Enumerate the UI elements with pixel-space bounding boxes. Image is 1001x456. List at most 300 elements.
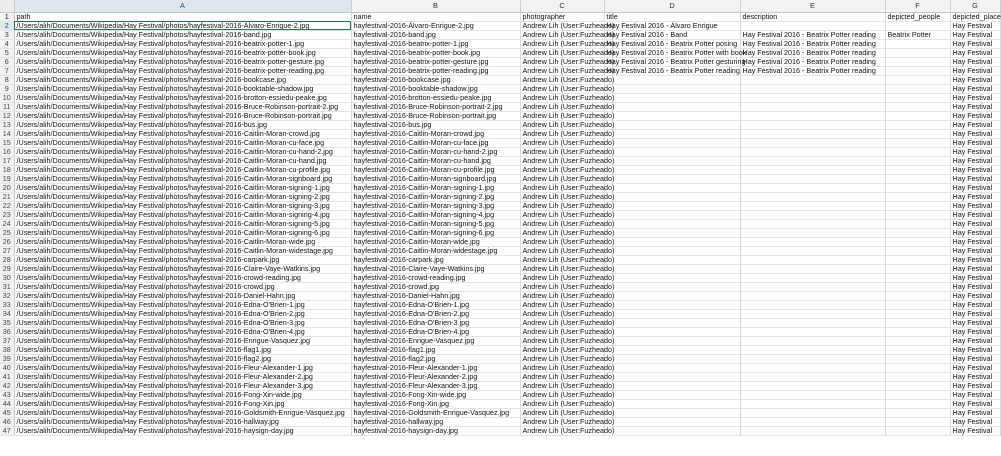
cell-name[interactable]: hayfestival-2016-Caitlin-Moran-signing-5.jpg (351, 219, 520, 228)
cell-description[interactable] (740, 327, 885, 336)
cell-description[interactable] (740, 372, 885, 381)
cell-photographer[interactable]: Andrew Lih (User:Fuzheado) (520, 147, 604, 156)
cell-depicted-people[interactable] (885, 291, 950, 300)
cell-description[interactable] (740, 165, 885, 174)
cell-depicted-place[interactable]: Hay Festival (950, 417, 1000, 426)
cell-photographer[interactable]: Andrew Lih (User:Fuzheado) (520, 75, 604, 84)
cell-depicted-place[interactable]: Hay Festival (950, 282, 1000, 291)
cell-title[interactable]: Hay Festival 2016 - Álvaro Enrigue (604, 21, 740, 30)
cell-photographer[interactable]: Andrew Lih (User:Fuzheado) (520, 219, 604, 228)
cell-photographer[interactable]: Andrew Lih (User:Fuzheado) (520, 48, 604, 57)
cell-photographer[interactable]: Andrew Lih (User:Fuzheado) (520, 228, 604, 237)
cell-title[interactable] (604, 129, 740, 138)
cell-photographer[interactable]: Andrew Lih (User:Fuzheado) (520, 291, 604, 300)
cell-depicted-people[interactable] (885, 165, 950, 174)
cell-path[interactable]: /Users/alih/Documents/Wikipedia/Hay Festival/photos/hayfestival-2016-Goldsmith-Enrigue-Vasquez.jpg (14, 408, 351, 417)
cell-photographer[interactable]: Andrew Lih (User:Fuzheado) (520, 84, 604, 93)
cell-name[interactable]: hayfestival-2016-crowd-reading.jpg (351, 273, 520, 282)
cell-title[interactable] (604, 201, 740, 210)
row-number[interactable]: 41 (0, 372, 14, 381)
cell-depicted-place[interactable]: Hay Festival (950, 174, 1000, 183)
cell-depicted-people[interactable] (885, 93, 950, 102)
cell-name[interactable]: hayfestival-2016-crowd.jpg (351, 282, 520, 291)
cell-path[interactable]: /Users/alih/Documents/Wikipedia/Hay Festival/photos/hayfestival-2016-haysign-day.jpg (14, 426, 351, 435)
cell-depicted-place[interactable]: Hay Festival (950, 57, 1000, 66)
cell-name[interactable]: hayfestival-2016-Caitlin-Moran-signing-1.jpg (351, 183, 520, 192)
cell-depicted-place[interactable]: Hay Festival (950, 147, 1000, 156)
cell-name[interactable]: hayfestival-2016-Caitlin-Moran-signing-3.jpg (351, 201, 520, 210)
cell-depicted-place[interactable]: Hay Festival (950, 156, 1000, 165)
cell-depicted-people[interactable] (885, 300, 950, 309)
cell-depicted-people[interactable] (885, 48, 950, 57)
cell-name[interactable]: name (351, 12, 520, 21)
cell-title[interactable] (604, 174, 740, 183)
cell-path[interactable]: /Users/alih/Documents/Wikipedia/Hay Festival/photos/hayfestival-2016-flag2.jpg (14, 354, 351, 363)
cell-path[interactable]: /Users/alih/Documents/Wikipedia/Hay Festival/photos/hayfestival-2016-Caitlin-Moran-cu-profile.jpg (14, 165, 351, 174)
row-number[interactable]: 27 (0, 246, 14, 255)
cell-path[interactable]: /Users/alih/Documents/Wikipedia/Hay Festival/photos/hayfestival-2016-bookcase.jpg (14, 75, 351, 84)
cell-depicted-place[interactable]: Hay Festival (950, 120, 1000, 129)
cell-description[interactable] (740, 363, 885, 372)
cell-description[interactable] (740, 201, 885, 210)
cell-name[interactable]: hayfestival-2016-Daniel-Hahn.jpg (351, 291, 520, 300)
cell-description[interactable] (740, 390, 885, 399)
cell-photographer[interactable]: Andrew Lih (User:Fuzheado) (520, 372, 604, 381)
cell-title[interactable] (604, 111, 740, 120)
cell-path[interactable]: /Users/alih/Documents/Wikipedia/Hay Festival/photos/hayfestival-2016-bus.jpg (14, 120, 351, 129)
cell-photographer[interactable]: Andrew Lih (User:Fuzheado) (520, 408, 604, 417)
cell-photographer[interactable]: Andrew Lih (User:Fuzheado) (520, 156, 604, 165)
cell-path[interactable]: /Users/alih/Documents/Wikipedia/Hay Festival/photos/hayfestival-2016-Edna-O'Brien-3.jpg (14, 318, 351, 327)
cell-photographer[interactable]: Andrew Lih (User:Fuzheado) (520, 111, 604, 120)
cell-description[interactable] (740, 255, 885, 264)
cell-photographer[interactable]: Andrew Lih (User:Fuzheado) (520, 237, 604, 246)
cell-depicted-people[interactable] (885, 327, 950, 336)
cell-path[interactable]: /Users/alih/Documents/Wikipedia/Hay Festival/photos/hayfestival-2016-crowd.jpg (14, 282, 351, 291)
cell-photographer[interactable]: Andrew Lih (User:Fuzheado) (520, 300, 604, 309)
row-number[interactable]: 40 (0, 363, 14, 372)
cell-title[interactable] (604, 120, 740, 129)
cell-depicted-place[interactable]: Hay Festival (950, 75, 1000, 84)
row-number[interactable]: 45 (0, 408, 14, 417)
cell-photographer[interactable]: Andrew Lih (User:Fuzheado) (520, 381, 604, 390)
cell-photographer[interactable]: Andrew Lih (User:Fuzheado) (520, 210, 604, 219)
cell-depicted-place[interactable]: Hay Festival (950, 273, 1000, 282)
cell-title[interactable] (604, 156, 740, 165)
cell-path[interactable]: /Users/alih/Documents/Wikipedia/Hay Festival/photos/hayfestival-2016-Caitlin-Moran-widestage.jpg (14, 246, 351, 255)
cell-description[interactable] (740, 21, 885, 30)
column-header-e[interactable]: E (740, 0, 885, 12)
cell-depicted-people[interactable] (885, 84, 950, 93)
cell-path[interactable]: /Users/alih/Documents/Wikipedia/Hay Festival/photos/hayfestival-2016-carpark.jpg (14, 255, 351, 264)
row-number[interactable]: 1 (0, 12, 14, 21)
cell-depicted-place[interactable]: Hay Festival (950, 84, 1000, 93)
cell-title[interactable]: Hay Festival 2016 - Beatrix Potter gesturing (604, 57, 740, 66)
cell-title[interactable] (604, 102, 740, 111)
cell-path[interactable]: /Users/alih/Documents/Wikipedia/Hay Festival/photos/hayfestival-2016-Bruce-Robinson-portrait.jpg (14, 111, 351, 120)
cell-depicted-place[interactable]: Hay Festival (950, 48, 1000, 57)
cell-title[interactable] (604, 84, 740, 93)
cell-name[interactable]: hayfestival-2016-Caitlin-Moran-cu-hand-2.jpg (351, 147, 520, 156)
cell-photographer[interactable]: Andrew Lih (User:Fuzheado) (520, 129, 604, 138)
cell-name[interactable]: hayfestival-2016-Caitlin-Moran-wide.jpg (351, 237, 520, 246)
cell-photographer[interactable]: photographer (520, 12, 604, 21)
cell-photographer[interactable]: Andrew Lih (User:Fuzheado) (520, 363, 604, 372)
cell-name[interactable]: hayfestival-2016-Bruce-Robinson-portrait-2.jpg (351, 102, 520, 111)
cell-depicted-people[interactable] (885, 174, 950, 183)
cell-title[interactable] (604, 309, 740, 318)
cell-depicted-place[interactable]: Hay Festival (950, 30, 1000, 39)
cell-description[interactable] (740, 336, 885, 345)
cell-name[interactable]: hayfestival-2016-beatrix-potter-gesture.jpg (351, 57, 520, 66)
cell-name[interactable]: hayfestival-2016-Claire-Vaye-Watkins.jpg (351, 264, 520, 273)
cell-depicted-people[interactable] (885, 210, 950, 219)
cell-description[interactable] (740, 120, 885, 129)
cell-depicted-people[interactable] (885, 255, 950, 264)
cell-description[interactable] (740, 84, 885, 93)
cell-photographer[interactable]: Andrew Lih (User:Fuzheado) (520, 318, 604, 327)
cell-path[interactable]: /Users/alih/Documents/Wikipedia/Hay Festival/photos/hayfestival-2016-Edna-O'Brien-1.jpg (14, 300, 351, 309)
cell-path[interactable]: /Users/alih/Documents/Wikipedia/Hay Festival/photos/hayfestival-2016-Caitlin-Moran-cu-hand.jpg (14, 156, 351, 165)
select-all-corner[interactable] (0, 0, 14, 12)
cell-description[interactable]: Hay Festival 2016 - Beatrix Potter reading (740, 66, 885, 75)
row-number[interactable]: 12 (0, 111, 14, 120)
cell-name[interactable]: hayfestival-2016-Edna-O'Brien-4.jpg (351, 327, 520, 336)
cell-depicted-people[interactable] (885, 183, 950, 192)
row-number[interactable]: 17 (0, 156, 14, 165)
row-number[interactable]: 31 (0, 282, 14, 291)
row-number[interactable]: 5 (0, 48, 14, 57)
cell-depicted-people[interactable] (885, 237, 950, 246)
cell-depicted-place[interactable]: Hay Festival (950, 354, 1000, 363)
cell-depicted-people[interactable] (885, 39, 950, 48)
cell-path[interactable]: /Users/alih/Documents/Wikipedia/Hay Festival/photos/hayfestival-2016-band.jpg (14, 30, 351, 39)
cell-title[interactable]: title (604, 12, 740, 21)
row-number[interactable]: 11 (0, 102, 14, 111)
cell-name[interactable]: hayfestival-2016-Caitlin-Moran-signboard.jpg (351, 174, 520, 183)
cell-depicted-place[interactable]: Hay Festival (950, 300, 1000, 309)
cell-depicted-people[interactable] (885, 246, 950, 255)
cell-depicted-place[interactable]: Hay Festival (950, 228, 1000, 237)
row-number[interactable]: 42 (0, 381, 14, 390)
cell-path[interactable]: /Users/alih/Documents/Wikipedia/Hay Festival/photos/hayfestival-2016-Enrigue-Vasquez.jpg (14, 336, 351, 345)
cell-depicted-place[interactable]: Hay Festival (950, 390, 1000, 399)
row-number[interactable]: 38 (0, 345, 14, 354)
cell-photographer[interactable]: Andrew Lih (User:Fuzheado) (520, 426, 604, 435)
cell-description[interactable] (740, 300, 885, 309)
cell-photographer[interactable]: Andrew Lih (User:Fuzheado) (520, 255, 604, 264)
cell-depicted-people[interactable] (885, 219, 950, 228)
cell-depicted-place[interactable]: Hay Festival (950, 165, 1000, 174)
cell-name[interactable]: hayfestival-2016-band.jpg (351, 30, 520, 39)
row-number[interactable]: 21 (0, 192, 14, 201)
cell-name[interactable]: hayfestival-2016-beatrix-potter-book.jpg (351, 48, 520, 57)
cell-description[interactable] (740, 417, 885, 426)
cell-description[interactable] (740, 381, 885, 390)
cell-photographer[interactable]: Andrew Lih (User:Fuzheado) (520, 417, 604, 426)
row-number[interactable]: 18 (0, 165, 14, 174)
cell-description[interactable]: Hay Festival 2016 - Beatrix Potter reading (740, 57, 885, 66)
row-number[interactable]: 47 (0, 426, 14, 435)
cell-description[interactable] (740, 408, 885, 417)
cell-title[interactable] (604, 246, 740, 255)
row-number[interactable]: 43 (0, 390, 14, 399)
cell-photographer[interactable]: Andrew Lih (User:Fuzheado) (520, 93, 604, 102)
cell-photographer[interactable]: Andrew Lih (User:Fuzheado) (520, 246, 604, 255)
cell-path[interactable]: /Users/alih/Documents/Wikipedia/Hay Festival/photos/hayfestival-2016-booktable-shadow.jpg (14, 84, 351, 93)
cell-photographer[interactable]: Andrew Lih (User:Fuzheado) (520, 309, 604, 318)
cell-path[interactable]: /Users/alih/Documents/Wikipedia/Hay Festival/photos/hayfestival-2016-beatrix-potter-book.jpg (14, 48, 351, 57)
row-number[interactable]: 13 (0, 120, 14, 129)
cell-photographer[interactable]: Andrew Lih (User:Fuzheado) (520, 183, 604, 192)
cell-depicted-place[interactable]: Hay Festival (950, 66, 1000, 75)
cell-title[interactable] (604, 381, 740, 390)
cell-photographer[interactable]: Andrew Lih (User:Fuzheado) (520, 390, 604, 399)
cell-title[interactable] (604, 300, 740, 309)
cell-description[interactable] (740, 426, 885, 435)
cell-depicted-people[interactable] (885, 318, 950, 327)
cell-depicted-place[interactable]: Hay Festival (950, 327, 1000, 336)
cell-path[interactable]: /Users/alih/Documents/Wikipedia/Hay Festival/photos/hayfestival-2016-Caitlin-Moran-signing-6.jpg (14, 228, 351, 237)
cell-name[interactable]: hayfestival-2016-Edna-O'Brien-3.jpg (351, 318, 520, 327)
cell-description[interactable] (740, 183, 885, 192)
cell-name[interactable]: hayfestival-2016-haysign-day.jpg (351, 426, 520, 435)
row-number[interactable]: 22 (0, 201, 14, 210)
cell-description[interactable] (740, 210, 885, 219)
cell-name[interactable]: hayfestival-2016-carpark.jpg (351, 255, 520, 264)
cell-path[interactable]: /Users/alih/Documents/Wikipedia/Hay Festival/photos/hayfestival-2016-Fong-Xin.jpg (14, 399, 351, 408)
row-number[interactable]: 20 (0, 183, 14, 192)
cell-name[interactable]: hayfestival-2016-Caitlin-Moran-signing-2.jpg (351, 192, 520, 201)
column-header-b[interactable]: B (351, 0, 520, 12)
cell-path[interactable]: /Users/alih/Documents/Wikipedia/Hay Festival/photos/hayfestival-2016-Caitlin-Moran-signing-3.jpg (14, 201, 351, 210)
cell-path[interactable]: /Users/alih/Documents/Wikipedia/Hay Festival/photos/hayfestival-2016-Caitlin-Moran-wide.jpg (14, 237, 351, 246)
cell-title[interactable] (604, 138, 740, 147)
row-number[interactable]: 19 (0, 174, 14, 183)
cell-depicted-place[interactable]: Hay Festival (950, 426, 1000, 435)
cell-depicted-people[interactable] (885, 372, 950, 381)
cell-title[interactable] (604, 372, 740, 381)
cell-title[interactable] (604, 255, 740, 264)
cell-depicted-place[interactable]: Hay Festival (950, 21, 1000, 30)
cell-path[interactable]: /Users/alih/Documents/Wikipedia/Hay Festival/photos/hayfestival-2016-Fong-Xin-wide.jpg (14, 390, 351, 399)
column-header-a[interactable]: A (14, 0, 351, 12)
cell-description[interactable] (740, 318, 885, 327)
cell-path[interactable]: /Users/alih/Documents/Wikipedia/Hay Festival/photos/hayfestival-2016-crowd-reading.jpg (14, 273, 351, 282)
cell-name[interactable]: hayfestival-2016-Caitlin-Moran-widestage.jpg (351, 246, 520, 255)
cell-title[interactable] (604, 327, 740, 336)
cell-title[interactable] (604, 210, 740, 219)
cell-description[interactable]: Hay Festival 2016 - Beatrix Potter reading (740, 48, 885, 57)
cell-depicted-place[interactable]: Hay Festival (950, 408, 1000, 417)
cell-photographer[interactable]: Andrew Lih (User:Fuzheado) (520, 138, 604, 147)
cell-path[interactable]: /Users/alih/Documents/Wikipedia/Hay Festival/photos/hayfestival-2016-Edna-O'Brien-4.jpg (14, 327, 351, 336)
cell-depicted-people[interactable]: depicted_people (885, 12, 950, 21)
cell-path[interactable]: /Users/alih/Documents/Wikipedia/Hay Festival/photos/hayfestival-2016-Caitlin-Moran-cu-hand-2.jpg (14, 147, 351, 156)
column-header-d[interactable]: D (604, 0, 740, 12)
row-number[interactable]: 2 (0, 21, 14, 30)
cell-title[interactable] (604, 363, 740, 372)
cell-depicted-people[interactable] (885, 228, 950, 237)
cell-description[interactable] (740, 156, 885, 165)
cell-depicted-place[interactable]: Hay Festival (950, 201, 1000, 210)
row-number[interactable]: 23 (0, 210, 14, 219)
row-number[interactable]: 36 (0, 327, 14, 336)
cell-path[interactable]: /Users/alih/Documents/Wikipedia/Hay Festival/photos/hayfestival-2016-Álvaro-Enrigue-2.jpg (14, 21, 351, 30)
cell-photographer[interactable]: Andrew Lih (User:Fuzheado) (520, 327, 604, 336)
cell-title[interactable]: Hay Festival 2016 - Beatrix Potter reading (604, 66, 740, 75)
cell-description[interactable]: Hay Festival 2016 - Beatrix Potter reading (740, 30, 885, 39)
cell-title[interactable] (604, 183, 740, 192)
cell-description[interactable] (740, 93, 885, 102)
row-number[interactable]: 25 (0, 228, 14, 237)
row-number[interactable]: 29 (0, 264, 14, 273)
cell-path[interactable]: /Users/alih/Documents/Wikipedia/Hay Festival/photos/hayfestival-2016-Daniel-Hahn.jpg (14, 291, 351, 300)
cell-depicted-people[interactable] (885, 111, 950, 120)
cell-photographer[interactable]: Andrew Lih (User:Fuzheado) (520, 399, 604, 408)
cell-photographer[interactable]: Andrew Lih (User:Fuzheado) (520, 57, 604, 66)
cell-depicted-place[interactable]: Hay Festival (950, 210, 1000, 219)
cell-description[interactable] (740, 129, 885, 138)
cell-depicted-people[interactable] (885, 120, 950, 129)
cell-description[interactable] (740, 237, 885, 246)
cell-photographer[interactable]: Andrew Lih (User:Fuzheado) (520, 354, 604, 363)
cell-path[interactable]: /Users/alih/Documents/Wikipedia/Hay Festival/photos/hayfestival-2016-Claire-Vaye-Watkins.jpg (14, 264, 351, 273)
column-header-c[interactable]: C (520, 0, 604, 12)
cell-depicted-people[interactable] (885, 129, 950, 138)
cell-path[interactable]: /Users/alih/Documents/Wikipedia/Hay Festival/photos/hayfestival-2016-Bruce-Robinson-portrait-2.jpg (14, 102, 351, 111)
cell-path[interactable]: /Users/alih/Documents/Wikipedia/Hay Festival/photos/hayfestival-2016-Caitlin-Moran-signing-2.jpg (14, 192, 351, 201)
cell-description[interactable]: description (740, 12, 885, 21)
cell-title[interactable] (604, 408, 740, 417)
cell-depicted-people[interactable] (885, 363, 950, 372)
cell-depicted-place[interactable]: Hay Festival (950, 345, 1000, 354)
cell-depicted-place[interactable]: Hay Festival (950, 102, 1000, 111)
row-number[interactable]: 46 (0, 417, 14, 426)
cell-photographer[interactable]: Andrew Lih (User:Fuzheado) (520, 192, 604, 201)
cell-title[interactable] (604, 237, 740, 246)
cell-photographer[interactable]: Andrew Lih (User:Fuzheado) (520, 264, 604, 273)
cell-depicted-people[interactable] (885, 21, 950, 30)
row-number[interactable]: 14 (0, 129, 14, 138)
cell-name[interactable]: hayfestival-2016-Edna-O'Brien-1.jpg (351, 300, 520, 309)
cell-depicted-place[interactable]: Hay Festival (950, 192, 1000, 201)
row-number[interactable]: 39 (0, 354, 14, 363)
cell-description[interactable] (740, 111, 885, 120)
row-number[interactable]: 7 (0, 66, 14, 75)
cell-depicted-place[interactable]: Hay Festival (950, 129, 1000, 138)
cell-name[interactable]: hayfestival-2016-Fong-Xin.jpg (351, 399, 520, 408)
cell-title[interactable] (604, 426, 740, 435)
cell-depicted-place[interactable]: Hay Festival (950, 372, 1000, 381)
cell-path[interactable]: /Users/alih/Documents/Wikipedia/Hay Festival/photos/hayfestival-2016-brotton-essiedu-peake.jpg (14, 93, 351, 102)
cell-depicted-place[interactable]: Hay Festival (950, 138, 1000, 147)
cell-depicted-people[interactable] (885, 273, 950, 282)
cell-description[interactable] (740, 75, 885, 84)
row-number[interactable]: 44 (0, 399, 14, 408)
row-number[interactable]: 15 (0, 138, 14, 147)
cell-depicted-people[interactable] (885, 75, 950, 84)
cell-path[interactable]: /Users/alih/Documents/Wikipedia/Hay Festival/photos/hayfestival-2016-flag1.jpg (14, 345, 351, 354)
cell-depicted-people[interactable] (885, 417, 950, 426)
cell-title[interactable] (604, 228, 740, 237)
cell-depicted-people[interactable] (885, 336, 950, 345)
cell-path[interactable]: /Users/alih/Documents/Wikipedia/Hay Festival/photos/hayfestival-2016-beatrix-potter-gesture.jpg (14, 57, 351, 66)
cell-name[interactable]: hayfestival-2016-Enrigue-Vasquez.jpg (351, 336, 520, 345)
cell-title[interactable] (604, 165, 740, 174)
cell-title[interactable] (604, 192, 740, 201)
row-number[interactable]: 3 (0, 30, 14, 39)
cell-title[interactable] (604, 264, 740, 273)
cell-path[interactable]: path (14, 12, 351, 21)
cell-name[interactable]: hayfestival-2016-beatrix-potter-reading.jpg (351, 66, 520, 75)
row-number[interactable]: 10 (0, 93, 14, 102)
row-number[interactable]: 30 (0, 273, 14, 282)
cell-title[interactable] (604, 354, 740, 363)
cell-name[interactable]: hayfestival-2016-Álvaro-Enrigue-2.jpg (351, 21, 520, 30)
cell-name[interactable]: hayfestival-2016-flag1.jpg (351, 345, 520, 354)
cell-title[interactable]: Hay Festival 2016 - Beatrix Potter with book (604, 48, 740, 57)
cell-path[interactable]: /Users/alih/Documents/Wikipedia/Hay Festival/photos/hayfestival-2016-hallway.jpg (14, 417, 351, 426)
cell-description[interactable] (740, 282, 885, 291)
cell-depicted-people[interactable] (885, 147, 950, 156)
cell-name[interactable]: hayfestival-2016-Fleur-Alexander-2.jpg (351, 372, 520, 381)
row-number[interactable]: 6 (0, 57, 14, 66)
cell-depicted-people[interactable] (885, 309, 950, 318)
cell-depicted-place[interactable]: Hay Festival (950, 264, 1000, 273)
cell-path[interactable]: /Users/alih/Documents/Wikipedia/Hay Festival/photos/hayfestival-2016-Caitlin-Moran-signing-1.jpg (14, 183, 351, 192)
cell-depicted-place[interactable]: depicted_place (950, 12, 1000, 21)
cell-depicted-people[interactable]: Beatrix Potter (885, 30, 950, 39)
cell-depicted-place[interactable]: Hay Festival (950, 111, 1000, 120)
cell-depicted-place[interactable]: Hay Festival (950, 219, 1000, 228)
cell-photographer[interactable]: Andrew Lih (User:Fuzheado) (520, 21, 604, 30)
cell-description[interactable] (740, 264, 885, 273)
cell-title[interactable] (604, 147, 740, 156)
cell-name[interactable]: hayfestival-2016-bookcase.jpg (351, 75, 520, 84)
cell-name[interactable]: hayfestival-2016-hallway.jpg (351, 417, 520, 426)
cell-depicted-place[interactable]: Hay Festival (950, 363, 1000, 372)
cell-description[interactable] (740, 219, 885, 228)
cell-description[interactable] (740, 354, 885, 363)
cell-depicted-people[interactable] (885, 156, 950, 165)
cell-depicted-people[interactable] (885, 201, 950, 210)
cell-depicted-place[interactable]: Hay Festival (950, 39, 1000, 48)
cell-path[interactable]: /Users/alih/Documents/Wikipedia/Hay Festival/photos/hayfestival-2016-Caitlin-Moran-cu-face.jpg (14, 138, 351, 147)
row-number[interactable]: 4 (0, 39, 14, 48)
cell-title[interactable] (604, 336, 740, 345)
cell-depicted-people[interactable] (885, 408, 950, 417)
cell-name[interactable]: hayfestival-2016-Caitlin-Moran-signing-6.jpg (351, 228, 520, 237)
cell-title[interactable] (604, 417, 740, 426)
cell-title[interactable] (604, 273, 740, 282)
row-number[interactable]: 8 (0, 75, 14, 84)
column-header-f[interactable]: F (885, 0, 950, 12)
cell-name[interactable]: hayfestival-2016-Fleur-Alexander-1.jpg (351, 363, 520, 372)
cell-photographer[interactable]: Andrew Lih (User:Fuzheado) (520, 66, 604, 75)
cell-name[interactable]: hayfestival-2016-Goldsmith-Enrigue-Vasquez.jpg (351, 408, 520, 417)
cell-depicted-people[interactable] (885, 381, 950, 390)
cell-title[interactable] (604, 291, 740, 300)
cell-photographer[interactable]: Andrew Lih (User:Fuzheado) (520, 165, 604, 174)
cell-description[interactable] (740, 102, 885, 111)
row-number[interactable]: 9 (0, 84, 14, 93)
cell-photographer[interactable]: Andrew Lih (User:Fuzheado) (520, 345, 604, 354)
cell-depicted-people[interactable] (885, 282, 950, 291)
cell-photographer[interactable]: Andrew Lih (User:Fuzheado) (520, 273, 604, 282)
cell-depicted-place[interactable]: Hay Festival (950, 291, 1000, 300)
cell-name[interactable]: hayfestival-2016-Bruce-Robinson-portrait.jpg (351, 111, 520, 120)
